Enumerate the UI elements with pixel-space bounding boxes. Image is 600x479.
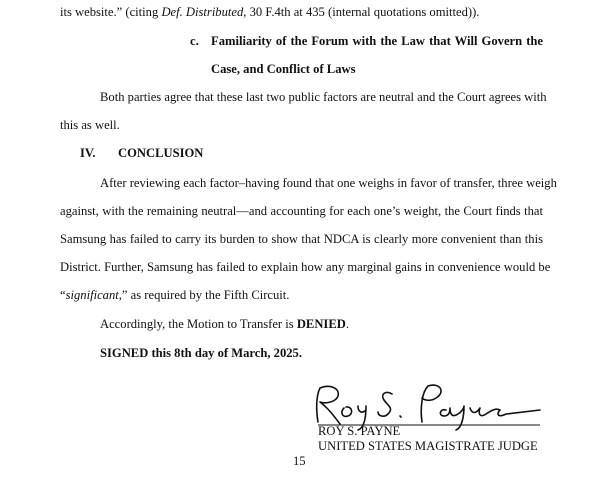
signed-date: SIGNED this 8th day of March, 2025. xyxy=(100,346,302,360)
paragraph-3 xyxy=(100,316,349,332)
paragraph-2-line-2: against, with the remaining neutral—and accounting for each one’s weight, the Court finds that xyxy=(60,204,543,218)
paragraph-2-line-3: Samsung has failed to carry its burden to show that NDCA is clearly more convenient than this xyxy=(60,232,543,246)
section-title: CONCLUSION xyxy=(118,146,204,160)
carryover-text: its website.” (citing xyxy=(60,5,162,19)
subheading-line2: Case, and Conflict of Laws xyxy=(211,62,356,76)
paragraph-2-line-5 xyxy=(60,287,289,303)
ruling-denied: DENIED xyxy=(296,317,346,331)
page-number: 15 xyxy=(293,454,306,468)
ruling-period: . xyxy=(345,317,349,331)
section-number: IV. xyxy=(80,146,96,160)
subheading-letter: c. xyxy=(190,34,199,48)
paragraph-2-line-5-rest: ,” as required by the Fifth Circuit. xyxy=(118,288,290,302)
signatory-name: ROY S. PAYNE xyxy=(318,424,401,438)
emphasis-significant: significant xyxy=(65,288,119,302)
carryover-line xyxy=(60,4,479,20)
subheading-line1: Familiarity of the Forum with the Law that Will Govern the xyxy=(211,34,543,48)
open-quote: “ xyxy=(60,288,66,302)
case-citation: Def. Distributed xyxy=(161,5,244,19)
ruling-text: Accordingly, the Motion to Transfer is xyxy=(100,317,297,331)
signatory-title: UNITED STATES MAGISTRATE JUDGE xyxy=(318,439,538,453)
paragraph-2-line-4: District. Further, Samsung has failed to explain how any marginal gains in convenience would be xyxy=(60,260,551,274)
paragraph-2-line-1: After reviewing each factor–having found that one weighs in favor of transfer, three weigh xyxy=(100,176,557,190)
paragraph-1-line-2: this as well. xyxy=(60,118,120,132)
paragraph-1-line-1: Both parties agree that these last two public factors are neutral and the Court agrees with xyxy=(100,90,547,104)
carryover-text-end: , 30 F.4th at 435 (internal quotations omitted)). xyxy=(243,5,480,19)
